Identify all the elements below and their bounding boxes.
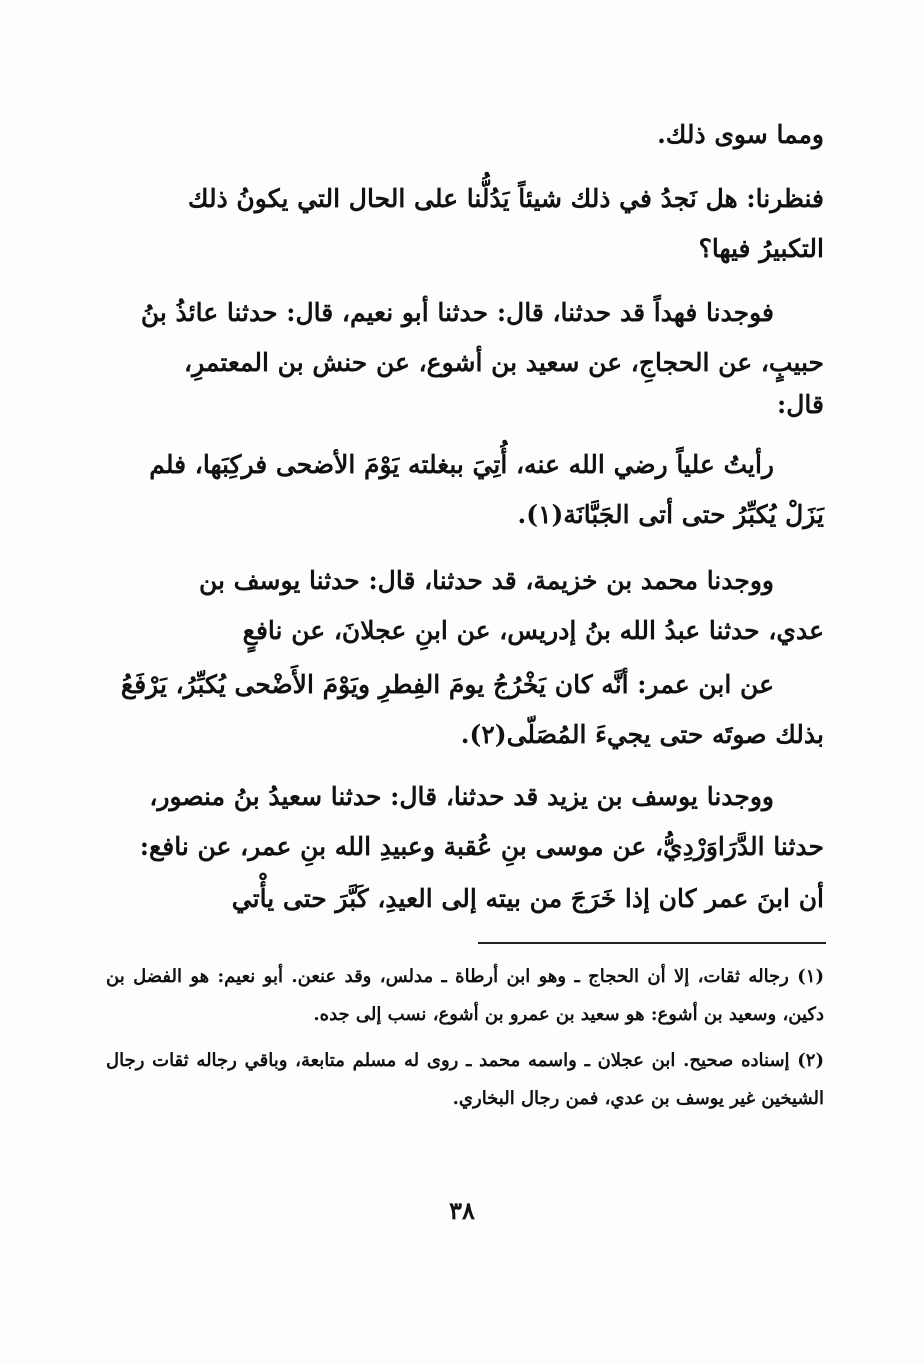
text-line: بذلك صوتَه حتى يجيءَ المُصَلّى(٢). xyxy=(460,720,824,749)
text-line: فنظرنا: هل نَجدُ في ذلك شيئاً يَدُلُّنا على الحال التي يكونُ ذلك xyxy=(187,184,824,213)
text-line: يَزَلْ يُكبِّرُ حتى أتى الجَبَّانَة(١). xyxy=(517,500,824,529)
paragraph xyxy=(106,110,824,160)
text-line: عدي، حدثنا عبدُ الله بنُ إدريس، عن ابنِ عجلانَ، عن نافعٍ xyxy=(242,616,824,645)
footnote: (١) رجاله ثقات، إلا أن الحجاج ـ وهو ابن أرطاة ـ مدلس، وقد عنعن. أبو نعيم: هو الفضل بن دكين، وسعيد بن أشوع: هو سعيد بن عمرو بن أشوع، نسب إلى جده. xyxy=(106,966,824,1025)
text-line: حبيبٍ، عن الحجاجِ، عن سعيد بن أشوع، عن حنش بن المعتمرِ، xyxy=(184,348,824,377)
paragraph xyxy=(106,288,824,422)
text-line: قال: xyxy=(777,390,824,419)
text-line: التكبيرُ فيها؟ xyxy=(698,234,824,263)
paragraph xyxy=(106,874,824,924)
text-line: ووجدنا محمد بن خزيمة، قد حدثنا، قال: حدثنا يوسف بن xyxy=(198,566,774,595)
footnotes xyxy=(106,958,824,1118)
paragraph xyxy=(106,556,824,656)
text-line: ووجدنا يوسف بن يزيد قد حدثنا، قال: حدثنا سعيدُ بنُ منصور، xyxy=(149,782,774,811)
text-line: فوجدنا فهداً قد حدثنا، قال: حدثنا أبو نعيم، قال: حدثنا عائذُ بنُ xyxy=(140,298,774,327)
text-line: أن ابنَ عمر كان إذا خَرَجَ من بيته إلى العيدِ، كَبَّرَ حتى يأْتي xyxy=(231,884,824,913)
paragraph xyxy=(106,174,824,274)
paragraph xyxy=(106,772,824,872)
footnote: (٢) إسناده صحيح. ابن عجلان ـ واسمه محمد ـ روى له مسلم متابعة، وباقي رجاله ثقات رجال الشيخين غير يوسف بن عدي، فمن رجال البخاري. xyxy=(106,1050,824,1109)
text-line: عن ابن عمر: أنَّه كان يَخْرُجُ يومَ الفِطرِ ويَوْمَ الأَضْحى يُكبِّرُ، يَرْفَعُ xyxy=(120,670,774,699)
footnote-separator xyxy=(478,942,826,944)
text-line: حدثنا الدَّرَاوَرْدِيُّ، عن موسى بنِ عُقبة وعبيدِ الله بنِ عمر، عن نافع: xyxy=(139,832,824,861)
text-line: ومما سوى ذلك. xyxy=(657,120,824,149)
text-line: رأيتُ علياً رضي الله عنه، أُتِيَ ببغلته يَوْمَ الأضحى فركِبَها، فلم xyxy=(149,450,774,479)
paragraph xyxy=(106,660,824,760)
paragraph xyxy=(106,440,824,540)
page-number: ٣٨ xyxy=(449,1196,475,1225)
